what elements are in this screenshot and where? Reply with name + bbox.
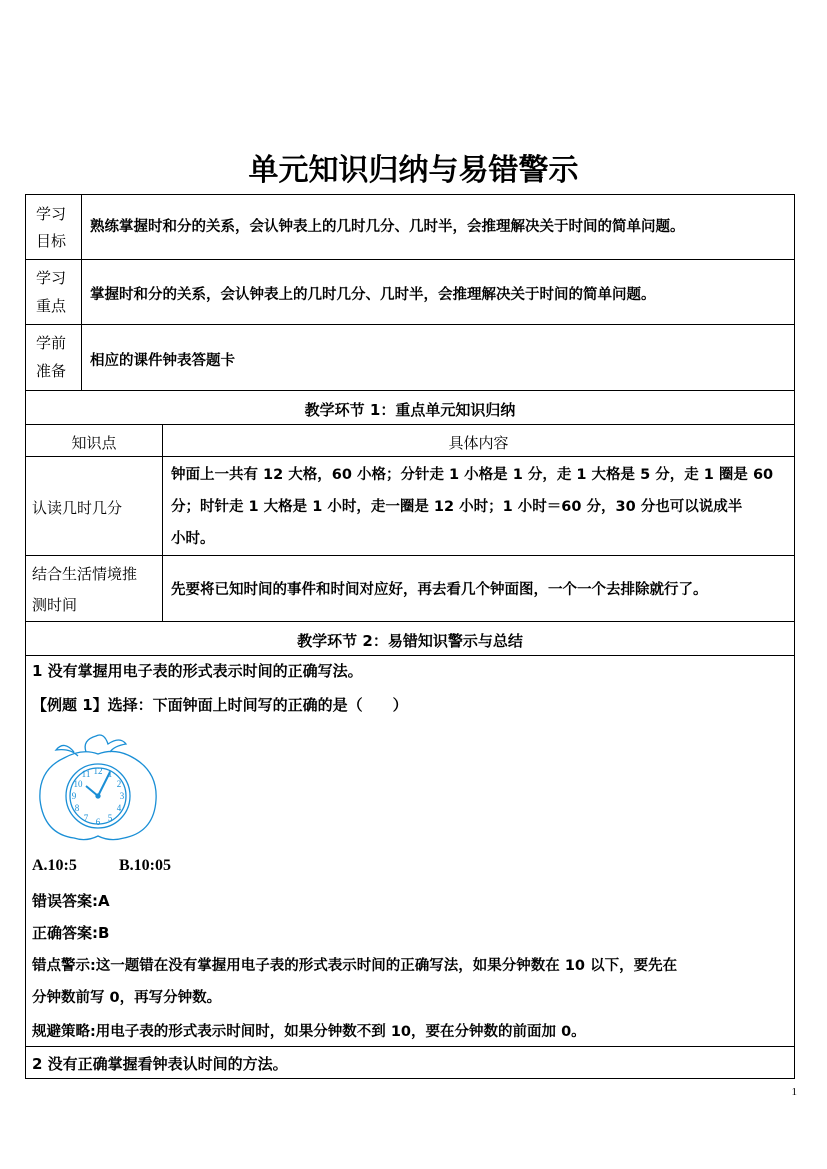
- clock-number: 6: [95, 817, 101, 827]
- option-a: A.10:5: [32, 857, 77, 874]
- clock-illustration: [34, 730, 164, 842]
- prep-text: 相应的课件钟表答题卡: [90, 353, 235, 369]
- clock-number: 3: [119, 791, 125, 801]
- label-line: 学习: [36, 269, 67, 287]
- point-read-time: [25, 456, 163, 556]
- content-line: 钟面上一共有 12 大格，60 小格；分针走 1 小格是 1 分，走 1 大格是 5 分，走 1 圈是 60: [171, 467, 774, 483]
- label-line: 准备: [36, 362, 67, 380]
- section2-body: [25, 655, 795, 1047]
- correct-answer: 正确答案:B: [32, 924, 110, 942]
- clock-number: 8: [74, 803, 80, 813]
- point-infer-time: [25, 555, 163, 622]
- col-header-point-text: 知识点: [71, 434, 117, 452]
- row-prep-label: [25, 324, 82, 391]
- point-read-time-text: 认读几时几分: [32, 499, 123, 517]
- section2-heading: [25, 621, 795, 656]
- point-line: 测时间: [32, 596, 78, 614]
- content-read-time: [162, 456, 795, 556]
- content-line: 分；时针走 1 大格是 1 小时，走一圈是 12 小时；1 小时＝60 分，30 分也可以说成半: [171, 499, 743, 515]
- col-header-point: [25, 424, 163, 457]
- row-focus-content: [81, 259, 795, 325]
- page-title: 单元知识归纳与易错警示: [248, 153, 579, 188]
- row-focus-label: [25, 259, 82, 325]
- warning-line: 分钟数前写 0，再写分钟数。: [32, 990, 222, 1006]
- infer-text: 先要将已知时间的事件和时间对应好，再去看几个钟面图，一个一个去排除就行了。: [171, 582, 708, 598]
- wrong-answer: 错误答案:A: [32, 892, 110, 910]
- label-line: 重点: [36, 297, 67, 315]
- clock-number: 2: [116, 779, 122, 789]
- point-line: 结合生活情境推: [32, 565, 138, 583]
- option-b: B.10:05: [119, 857, 171, 874]
- label-line: 学前: [36, 334, 67, 352]
- item1-title: 1 没有掌握用电子表的形式表示时间的正确写法。: [32, 662, 363, 680]
- clock-number: 7: [83, 813, 89, 823]
- label-line: 学习: [36, 205, 67, 223]
- warning-line: 错点警示:这一题错在没有掌握用电子表的形式表示时间的正确写法，如果分钟数在 10 以下，要先在: [32, 958, 678, 974]
- section1-heading-text: 教学环节 1：重点单元知识归纳: [304, 401, 516, 419]
- clock-number: 9: [71, 791, 77, 801]
- section2-item2: [25, 1046, 795, 1079]
- clock-number: 4: [116, 803, 122, 813]
- section2-heading-text: 教学环节 2：易错知识警示与总结: [297, 632, 523, 650]
- row-goal-label: [25, 194, 82, 260]
- item2-title: 2 没有正确掌握看钟表认时间的方法。: [32, 1055, 288, 1073]
- clock-number: 5: [107, 813, 113, 823]
- example-1: 【例题 1】选择：下面钟面上时间写的正确的是（ ）: [32, 696, 408, 714]
- goal-text: 熟练掌握时和分的关系，会认钟表上的几时几分、几时半，会推理解决关于时间的简单问题。: [90, 219, 685, 235]
- focus-text: 掌握时和分的关系，会认钟表上的几时几分、几时半，会推理解决关于时间的简单问题。: [90, 287, 656, 303]
- content-line: 小时。: [171, 531, 215, 547]
- clock-number: 10: [73, 779, 83, 789]
- clock-number: 1: [107, 769, 113, 779]
- clock-number: 11: [81, 769, 91, 779]
- content-infer-time: [162, 555, 795, 622]
- page-number: 1: [791, 1086, 797, 1098]
- strategy: 规避策略:用电子表的形式表示时间时，如果分钟数不到 10，要在分钟数的前面加 0。: [32, 1024, 586, 1040]
- label-line: 目标: [36, 232, 67, 250]
- col-header-content-text: 具体内容: [448, 434, 509, 452]
- section1-heading: [25, 390, 795, 425]
- clock-number: 12: [93, 766, 103, 776]
- col-header-content: [162, 424, 795, 457]
- row-goal-content: [81, 194, 795, 260]
- row-prep-content: [81, 324, 795, 391]
